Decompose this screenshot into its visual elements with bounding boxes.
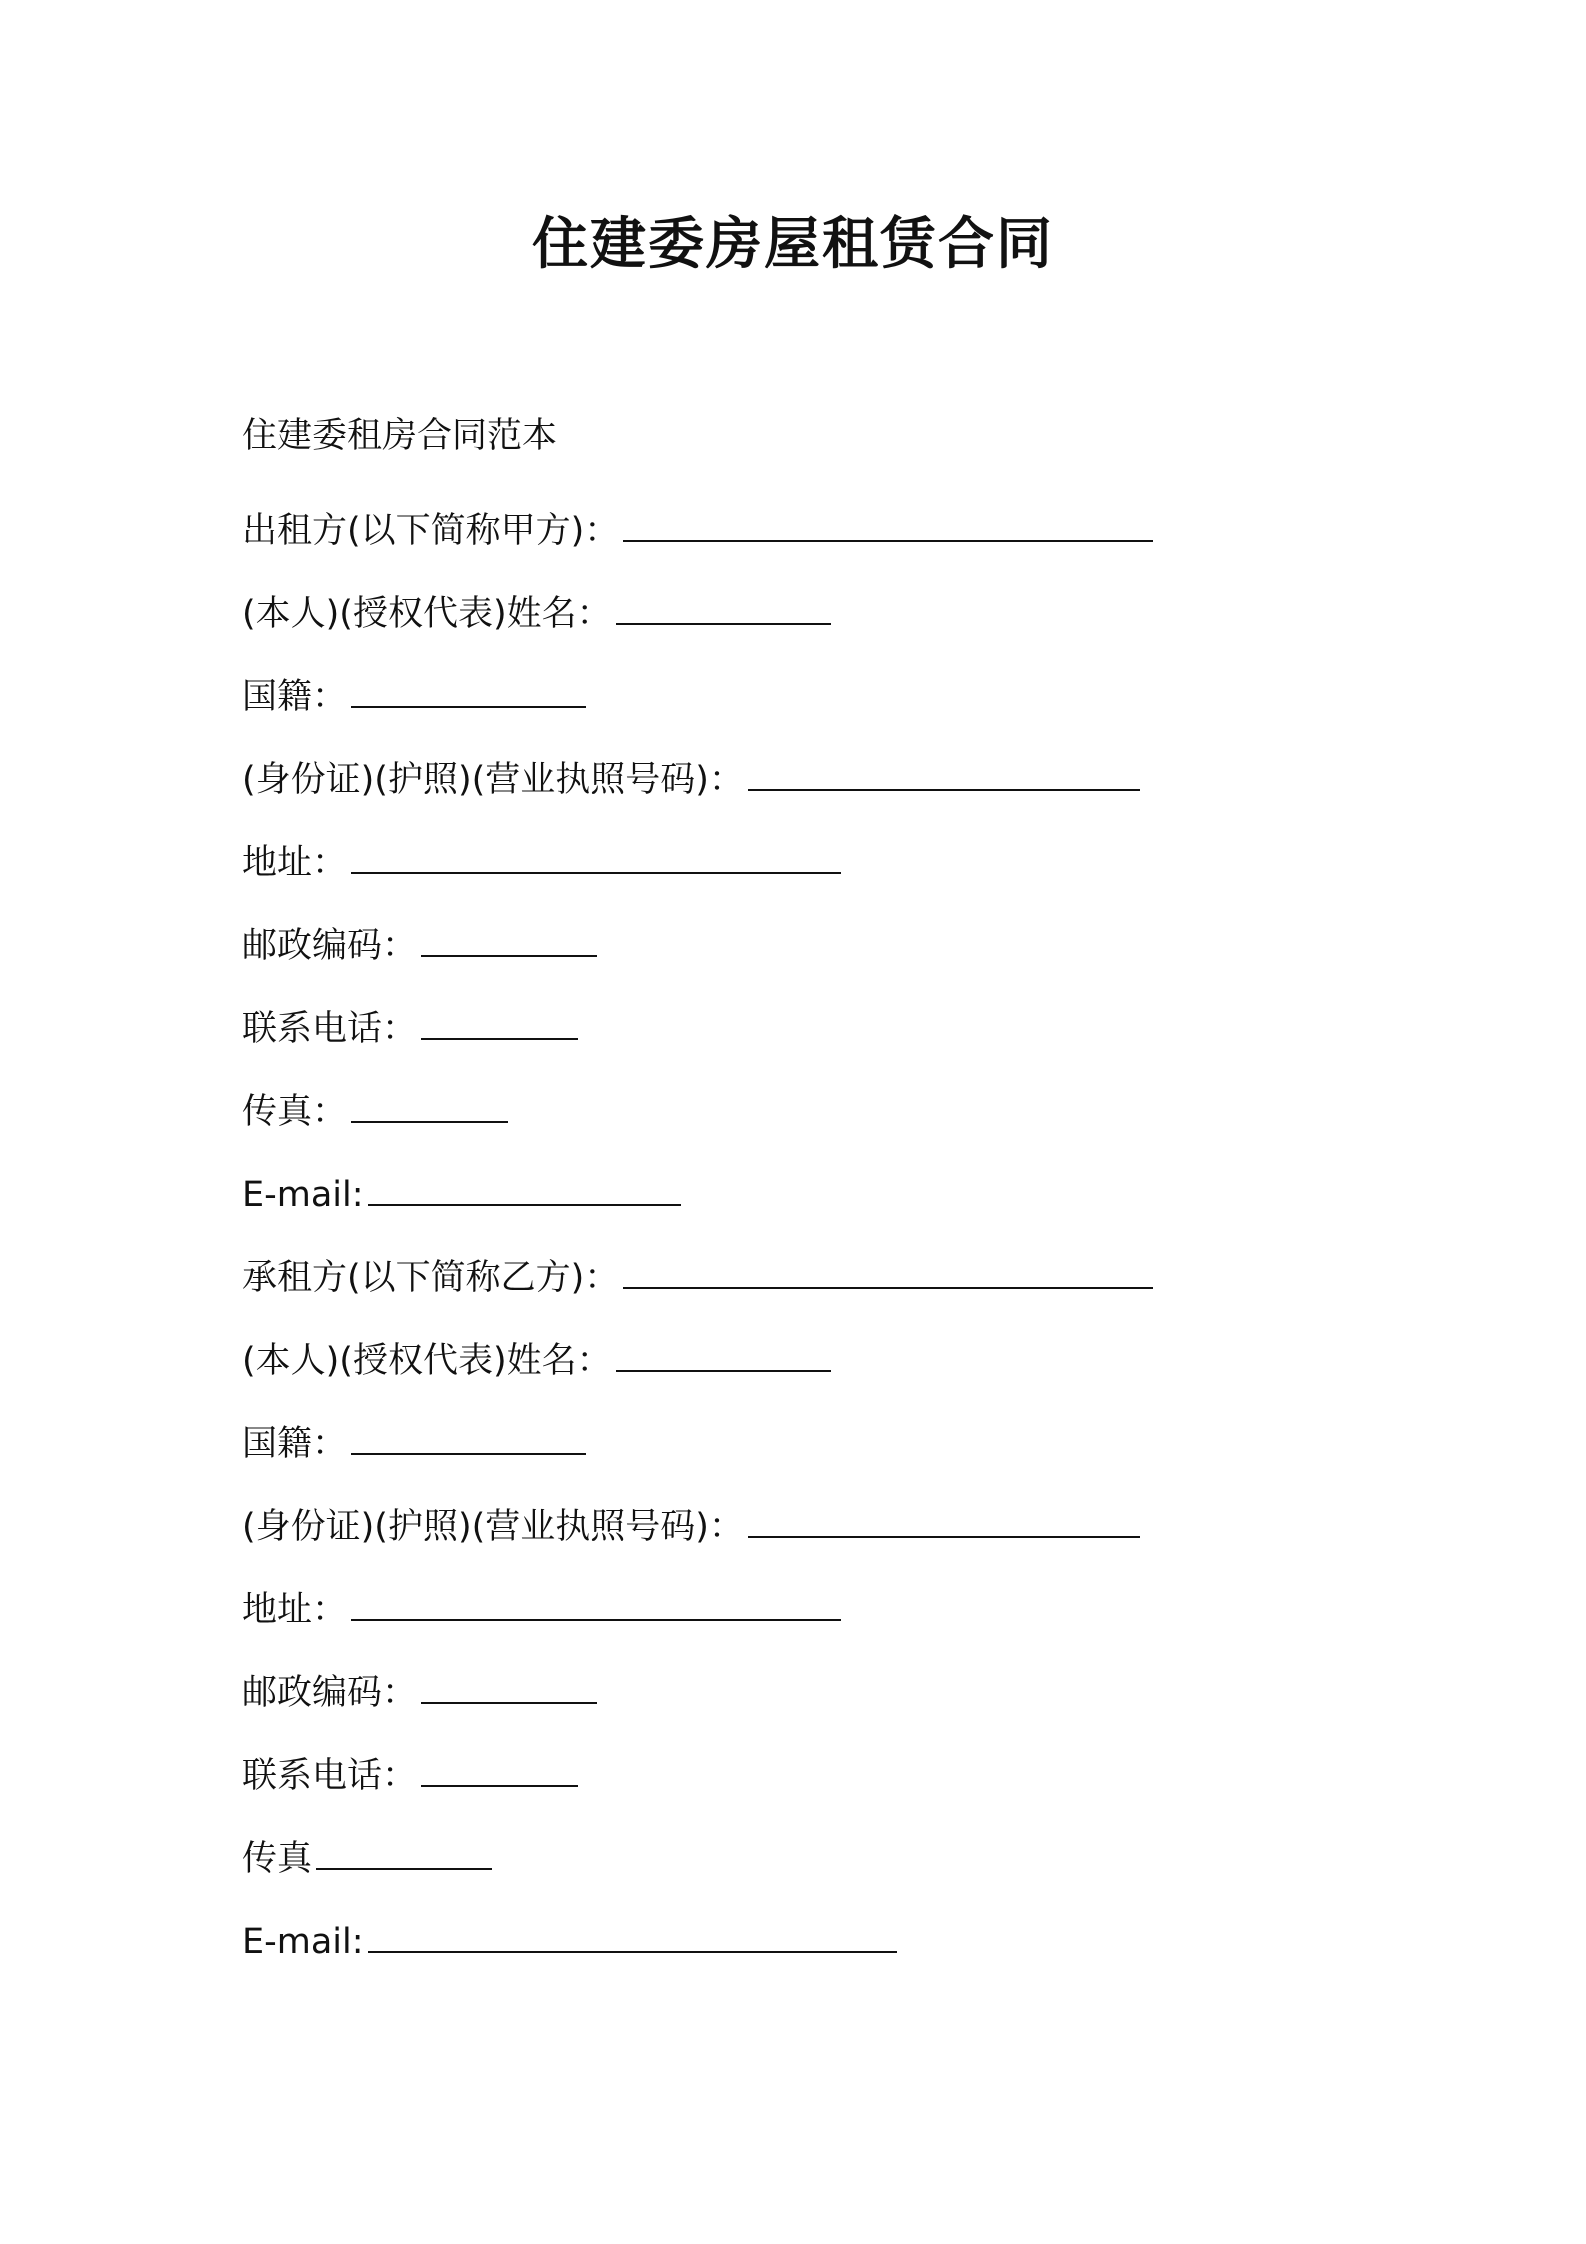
field-label: 传真: [242, 1839, 313, 1879]
field-label: E-mail:: [242, 1922, 364, 1962]
fill-in-blank-line[interactable]: [368, 1911, 897, 1953]
party-fields: [242, 500, 1342, 1994]
field-label: 国籍：: [242, 1424, 348, 1464]
fill-in-blank-line[interactable]: [623, 500, 1152, 542]
field-label: 出租方(以下简称甲方)：: [242, 511, 620, 551]
field-label: E-mail:: [242, 1175, 364, 1215]
fill-in-blank-line[interactable]: [421, 1662, 597, 1704]
form-field-row: [242, 998, 1342, 1081]
field-label: (身份证)(护照)(营业执照号码)：: [242, 760, 744, 800]
fill-in-blank-line[interactable]: [368, 1164, 682, 1206]
form-field-row: [242, 1247, 1342, 1330]
fill-in-blank-line[interactable]: [748, 1496, 1140, 1538]
field-label: 承租方(以下简称乙方)：: [242, 1258, 620, 1298]
fill-in-blank-line[interactable]: [351, 666, 586, 708]
form-field-row: [242, 1828, 1342, 1911]
form-field-row: [242, 832, 1342, 915]
fill-in-blank-line[interactable]: [316, 1828, 492, 1870]
fill-in-blank-line[interactable]: [351, 1413, 586, 1455]
form-field-row: [242, 1164, 1342, 1247]
form-field-row: [242, 1745, 1342, 1828]
fill-in-blank-line[interactable]: [748, 749, 1140, 791]
form-field-row: [242, 1496, 1342, 1579]
field-label: 传真：: [242, 1092, 348, 1132]
form-field-row: [242, 500, 1342, 583]
form-field-row: [242, 1330, 1342, 1413]
fill-in-blank-line[interactable]: [616, 1330, 832, 1372]
fill-in-blank-line[interactable]: [421, 998, 578, 1040]
document-subtitle: 住建委租房合同范本: [242, 416, 558, 456]
field-label: 联系电话：: [242, 1009, 418, 1049]
form-field-row: [242, 1579, 1342, 1662]
field-label: (身份证)(护照)(营业执照号码)：: [242, 1507, 744, 1547]
field-label: 邮政编码：: [242, 926, 418, 966]
form-field-row: [242, 666, 1342, 749]
field-label: (本人)(授权代表)姓名：: [242, 594, 612, 634]
form-field-row: [242, 583, 1342, 666]
form-field-row: [242, 1911, 1342, 1994]
form-field-row: [242, 915, 1342, 998]
fill-in-blank-line[interactable]: [351, 832, 841, 874]
field-label: 国籍：: [242, 677, 348, 717]
form-field-row: [242, 749, 1342, 832]
form-field-row: [242, 1081, 1342, 1164]
fill-in-blank-line[interactable]: [421, 915, 597, 957]
field-label: (本人)(授权代表)姓名：: [242, 1341, 612, 1381]
fill-in-blank-line[interactable]: [351, 1081, 508, 1123]
field-label: 联系电话：: [242, 1756, 418, 1796]
field-label: 地址：: [242, 843, 348, 883]
document-title: 住建委房屋租赁合同: [532, 212, 1054, 277]
form-field-row: [242, 1413, 1342, 1496]
field-label: 邮政编码：: [242, 1673, 418, 1713]
fill-in-blank-line[interactable]: [421, 1745, 578, 1787]
fill-in-blank-line[interactable]: [616, 583, 832, 625]
fill-in-blank-line[interactable]: [351, 1579, 841, 1621]
form-field-row: [242, 1662, 1342, 1745]
field-label: 地址：: [242, 1590, 348, 1630]
fill-in-blank-line[interactable]: [623, 1247, 1152, 1289]
